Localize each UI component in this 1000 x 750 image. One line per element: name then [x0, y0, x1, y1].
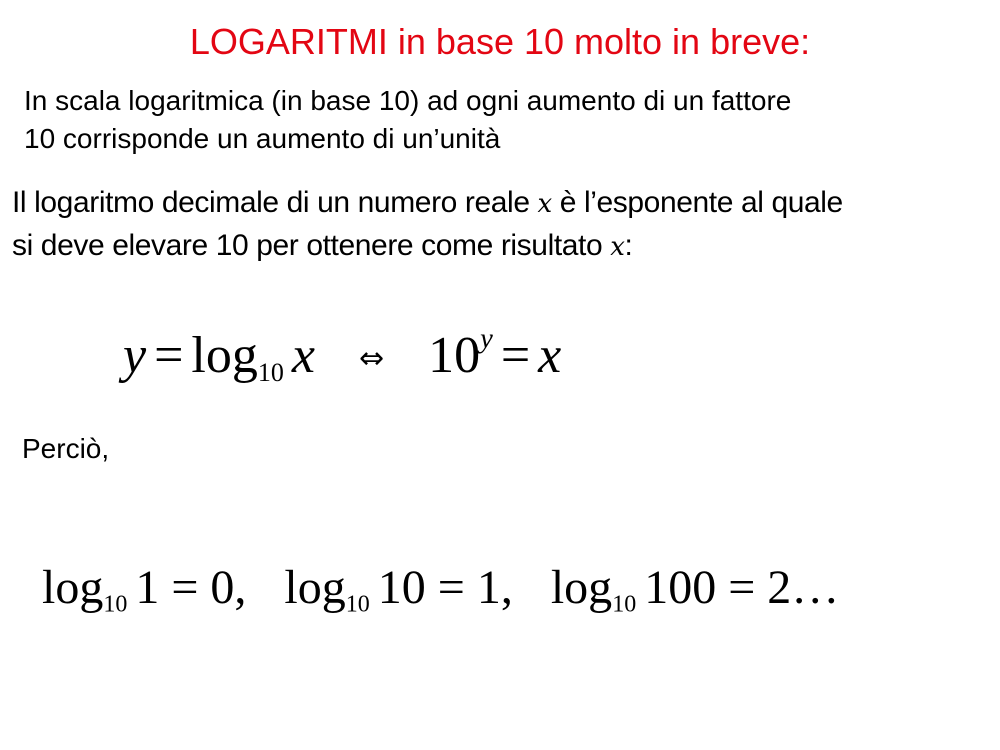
log-examples-formula: [42, 558, 839, 618]
definition-text: Il logaritmo decimale di un numero reale: [12, 186, 538, 219]
log-definition-formula: [123, 323, 562, 389]
variable-x: x: [537, 189, 552, 219]
example-argument: 100: [644, 561, 717, 614]
example-argument: 1: [135, 561, 160, 614]
intro-line-1: In scala logaritmica (in base 10) ad ogni aumento di un fattore: [24, 85, 792, 116]
formula-equals: =: [500, 327, 531, 384]
intro-line-2: 10 corrisponde un aumento di un’unità: [24, 123, 501, 154]
formula-base: 10: [257, 358, 284, 388]
example-log: log: [284, 561, 346, 614]
formula-x: x: [291, 327, 315, 384]
variable-x: x: [610, 232, 625, 262]
example-base: 10: [612, 591, 637, 618]
example-log: log: [550, 561, 613, 614]
example-result: = 0,: [171, 561, 247, 614]
example-result: = 1,: [437, 561, 513, 614]
formula-ten: 10: [428, 327, 481, 384]
slide-title: LOGARITMI in base 10 molto in breve:: [189, 21, 811, 62]
example-argument: 10: [377, 561, 426, 614]
therefore-label: Perciò,: [22, 433, 110, 464]
example-log: log: [42, 561, 104, 614]
formula-exponent: y: [480, 323, 493, 355]
formula-y: y: [123, 327, 147, 384]
formula-x: x: [538, 327, 562, 384]
formula-log: log: [191, 327, 258, 384]
definition-text: è l’esponente al quale: [551, 186, 843, 219]
example-base: 10: [345, 591, 370, 618]
definition-paragraph: [12, 182, 843, 268]
definition-line-2: [12, 225, 843, 268]
definition-text: si deve elevare 10 per ottenere come risultato: [12, 229, 611, 262]
example-result: = 2…: [728, 561, 840, 614]
formula-iff-symbol: ⇔: [358, 340, 385, 376]
definition-text: :: [624, 229, 633, 262]
formula-equals: =: [154, 327, 184, 384]
intro-paragraph: [24, 82, 791, 158]
definition-line-1: [12, 182, 843, 225]
example-base: 10: [103, 591, 128, 618]
